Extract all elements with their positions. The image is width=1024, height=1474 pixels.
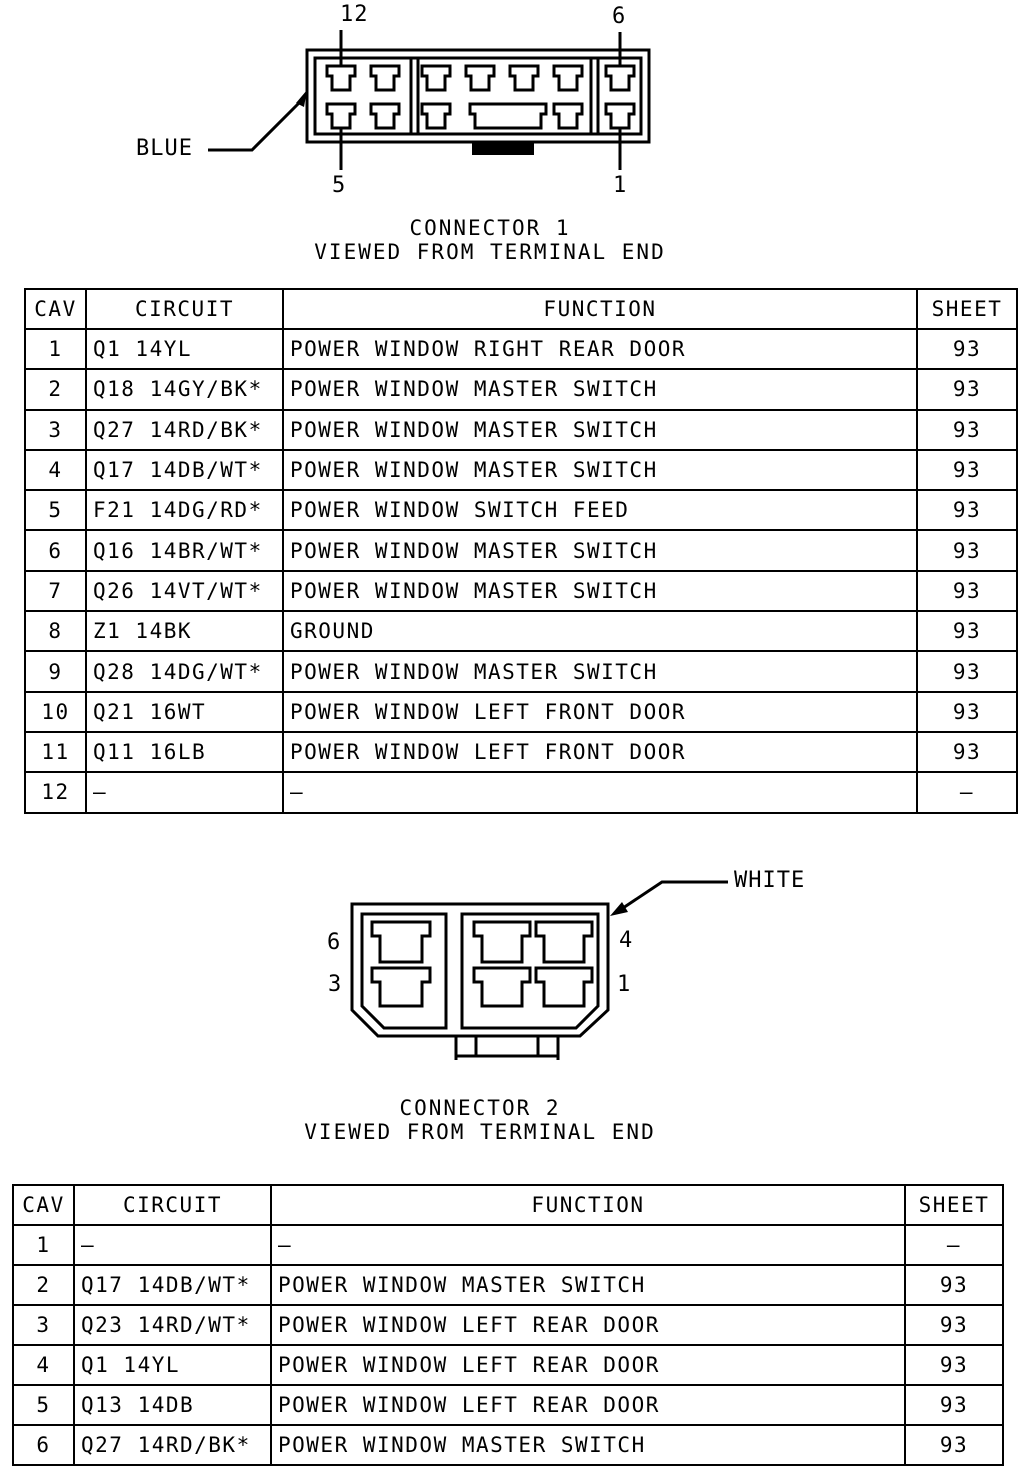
circuit-header: CIRCUIT bbox=[86, 289, 283, 329]
connector2-pin-6-label: 6 bbox=[327, 930, 342, 955]
circuit-cell: Q17 14DB/WT* bbox=[74, 1265, 271, 1305]
connector1-header-row bbox=[25, 289, 1017, 329]
sheet-cell: 93 bbox=[917, 490, 1017, 530]
circuit-cell: Q23 14RD/WT* bbox=[74, 1305, 271, 1345]
circuit-cell: F21 14DG/RD* bbox=[86, 490, 283, 530]
function-cell: POWER WINDOW MASTER SWITCH bbox=[283, 410, 917, 450]
cav-cell: 2 bbox=[13, 1265, 74, 1305]
function-cell: POWER WINDOW MASTER SWITCH bbox=[271, 1265, 905, 1305]
connector2-pin-table bbox=[12, 1184, 1004, 1466]
sheet-header: SHEET bbox=[905, 1185, 1003, 1225]
table-row bbox=[25, 611, 1017, 651]
table-row bbox=[25, 651, 1017, 691]
sheet-cell: 93 bbox=[917, 611, 1017, 651]
sheet-cell: 93 bbox=[917, 571, 1017, 611]
sheet-cell: 93 bbox=[905, 1265, 1003, 1305]
table-row bbox=[25, 450, 1017, 490]
table-row bbox=[25, 490, 1017, 530]
connector2-color-label: WHITE bbox=[734, 868, 806, 893]
table-row bbox=[25, 772, 1017, 812]
function-cell: POWER WINDOW LEFT REAR DOOR bbox=[271, 1305, 905, 1345]
table-row bbox=[25, 329, 1017, 369]
table-row bbox=[13, 1225, 1003, 1265]
table-row bbox=[25, 571, 1017, 611]
cav-cell: 7 bbox=[25, 571, 86, 611]
connector2-caption-line2: VIEWED FROM TERMINAL END bbox=[304, 1120, 656, 1144]
function-cell: GROUND bbox=[283, 611, 917, 651]
cav-cell: 4 bbox=[13, 1345, 74, 1385]
connector1-pin-5-label: 5 bbox=[332, 173, 347, 198]
cav-cell: 9 bbox=[25, 651, 86, 691]
function-cell: POWER WINDOW LEFT FRONT DOOR bbox=[283, 732, 917, 772]
cav-cell: 3 bbox=[25, 410, 86, 450]
function-cell: POWER WINDOW MASTER SWITCH bbox=[283, 651, 917, 691]
sheet-cell: 93 bbox=[905, 1305, 1003, 1345]
circuit-cell: Q21 16WT bbox=[86, 692, 283, 732]
cav-cell: 3 bbox=[13, 1305, 74, 1345]
sheet-cell: 93 bbox=[905, 1345, 1003, 1385]
function-cell: POWER WINDOW SWITCH FEED bbox=[283, 490, 917, 530]
sheet-cell: — bbox=[917, 772, 1017, 812]
connector1-pin-12-label: 12 bbox=[340, 2, 369, 27]
connector1-color-label: BLUE bbox=[136, 136, 193, 161]
sheet-cell: 93 bbox=[917, 329, 1017, 369]
function-cell: POWER WINDOW LEFT REAR DOOR bbox=[271, 1345, 905, 1385]
circuit-cell: Q18 14GY/BK* bbox=[86, 369, 283, 409]
table-row bbox=[13, 1385, 1003, 1425]
circuit-cell: Q17 14DB/WT* bbox=[86, 450, 283, 490]
cav-cell: 6 bbox=[13, 1425, 74, 1465]
sheet-cell: 93 bbox=[917, 410, 1017, 450]
sheet-cell: 93 bbox=[917, 732, 1017, 772]
sheet-cell: 93 bbox=[905, 1385, 1003, 1425]
function-cell: POWER WINDOW LEFT REAR DOOR bbox=[271, 1385, 905, 1425]
sheet-cell: 93 bbox=[917, 450, 1017, 490]
cav-cell: 6 bbox=[25, 530, 86, 570]
table-row bbox=[25, 530, 1017, 570]
circuit-cell: Q1 14YL bbox=[86, 329, 283, 369]
sheet-cell: 93 bbox=[917, 692, 1017, 732]
function-cell: POWER WINDOW MASTER SWITCH bbox=[283, 369, 917, 409]
connector2-caption-line1: CONNECTOR 2 bbox=[399, 1096, 561, 1120]
function-cell: — bbox=[271, 1225, 905, 1265]
circuit-cell: — bbox=[86, 772, 283, 812]
cav-cell: 1 bbox=[13, 1225, 74, 1265]
circuit-cell: Z1 14BK bbox=[86, 611, 283, 651]
connector1-caption-line1: CONNECTOR 1 bbox=[409, 216, 571, 240]
sheet-cell: 93 bbox=[917, 651, 1017, 691]
cav-cell: 12 bbox=[25, 772, 86, 812]
circuit-cell: — bbox=[74, 1225, 271, 1265]
table-row bbox=[13, 1345, 1003, 1385]
sheet-cell: 93 bbox=[917, 369, 1017, 409]
table-row bbox=[25, 410, 1017, 450]
cav-header: CAV bbox=[13, 1185, 74, 1225]
function-header: FUNCTION bbox=[271, 1185, 905, 1225]
connector1-pin-table bbox=[24, 288, 1018, 814]
table-row bbox=[25, 369, 1017, 409]
connector1-pin-1-label: 1 bbox=[613, 173, 628, 198]
sheet-header: SHEET bbox=[917, 289, 1017, 329]
circuit-cell: Q27 14RD/BK* bbox=[74, 1425, 271, 1465]
connector2-body bbox=[0, 860, 1024, 1060]
function-cell: POWER WINDOW MASTER SWITCH bbox=[271, 1425, 905, 1465]
table-row bbox=[25, 692, 1017, 732]
function-cell: POWER WINDOW MASTER SWITCH bbox=[283, 530, 917, 570]
connector2-pin-3-label: 3 bbox=[328, 972, 343, 997]
circuit-cell: Q16 14BR/WT* bbox=[86, 530, 283, 570]
table-row bbox=[25, 732, 1017, 772]
connector1-pin-6-label: 6 bbox=[612, 4, 627, 29]
function-cell: POWER WINDOW RIGHT REAR DOOR bbox=[283, 329, 917, 369]
circuit-cell: Q26 14VT/WT* bbox=[86, 571, 283, 611]
sheet-cell: — bbox=[905, 1225, 1003, 1265]
connector2-header-row bbox=[13, 1185, 1003, 1225]
circuit-cell: Q13 14DB bbox=[74, 1385, 271, 1425]
connector2-pin-4-label: 4 bbox=[619, 928, 634, 953]
cav-cell: 4 bbox=[25, 450, 86, 490]
circuit-cell: Q28 14DG/WT* bbox=[86, 651, 283, 691]
function-cell: — bbox=[283, 772, 917, 812]
cav-cell: 2 bbox=[25, 369, 86, 409]
circuit-cell: Q27 14RD/BK* bbox=[86, 410, 283, 450]
cav-cell: 5 bbox=[25, 490, 86, 530]
circuit-cell: Q1 14YL bbox=[74, 1345, 271, 1385]
table-row bbox=[13, 1425, 1003, 1465]
connector1-body bbox=[0, 0, 1024, 200]
function-cell: POWER WINDOW MASTER SWITCH bbox=[283, 571, 917, 611]
cav-cell: 10 bbox=[25, 692, 86, 732]
cav-cell: 8 bbox=[25, 611, 86, 651]
function-cell: POWER WINDOW MASTER SWITCH bbox=[283, 450, 917, 490]
connector1-caption-line2: VIEWED FROM TERMINAL END bbox=[314, 240, 666, 264]
table-row bbox=[13, 1305, 1003, 1345]
cav-cell: 5 bbox=[13, 1385, 74, 1425]
function-header: FUNCTION bbox=[283, 289, 917, 329]
connector2-pin-1-label: 1 bbox=[617, 972, 632, 997]
circuit-cell: Q11 16LB bbox=[86, 732, 283, 772]
function-cell: POWER WINDOW LEFT FRONT DOOR bbox=[283, 692, 917, 732]
table-row bbox=[13, 1265, 1003, 1305]
cav-cell: 1 bbox=[25, 329, 86, 369]
cav-header: CAV bbox=[25, 289, 86, 329]
sheet-cell: 93 bbox=[905, 1425, 1003, 1465]
circuit-header: CIRCUIT bbox=[74, 1185, 271, 1225]
cav-cell: 11 bbox=[25, 732, 86, 772]
sheet-cell: 93 bbox=[917, 530, 1017, 570]
